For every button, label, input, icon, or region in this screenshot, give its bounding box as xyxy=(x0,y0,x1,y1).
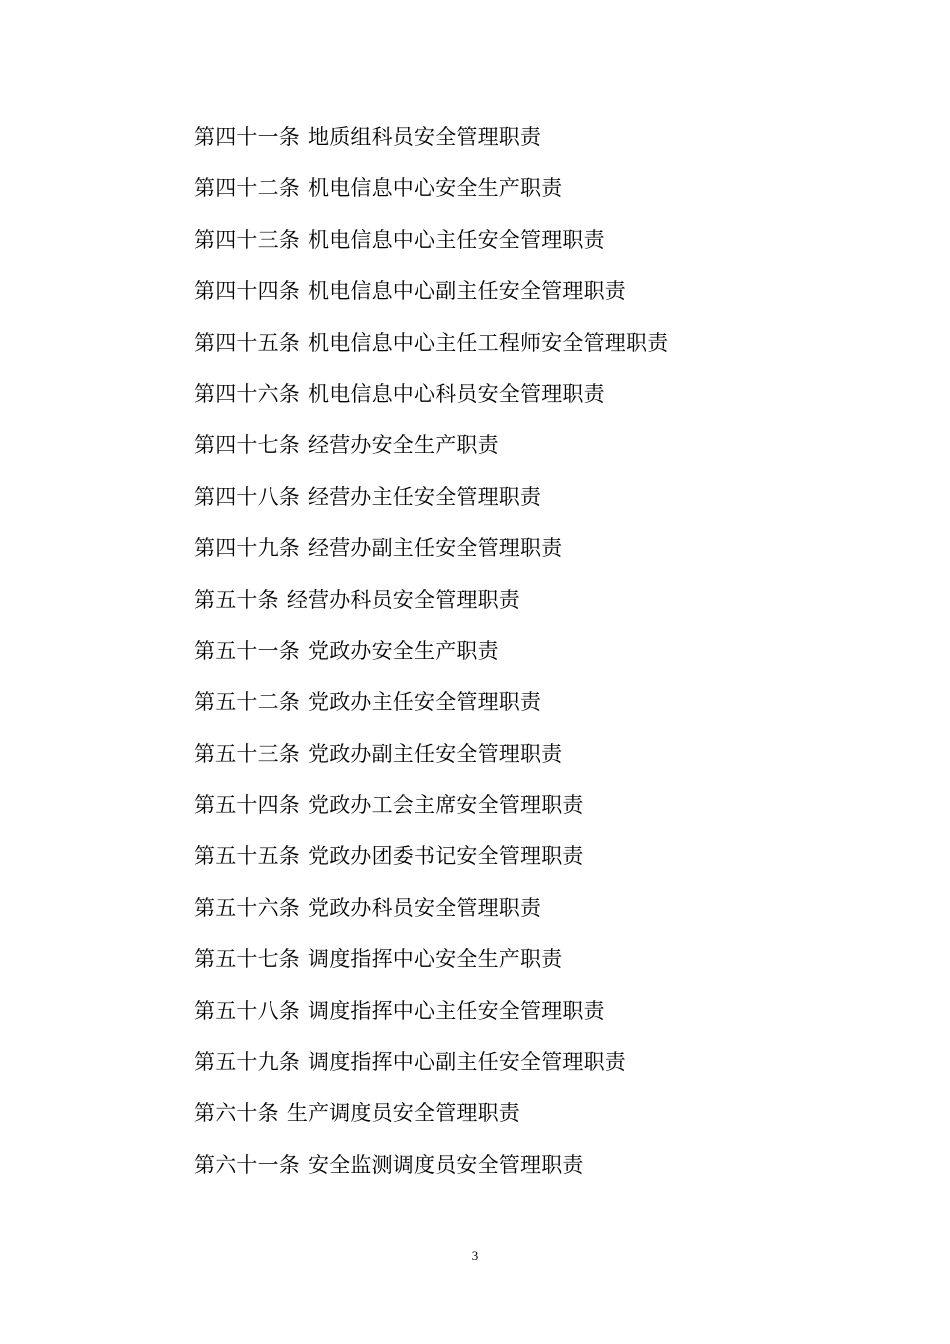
article-number: 第五十七条 xyxy=(194,947,300,972)
article-title: 调度指挥中心主任安全管理职责 xyxy=(308,998,605,1023)
article-number: 第四十二条 xyxy=(194,176,300,201)
article-number: 第五十四条 xyxy=(194,793,300,818)
article-title: 党政办安全生产职责 xyxy=(308,638,499,663)
article-entry xyxy=(194,934,668,985)
article-entry xyxy=(194,163,668,214)
article-title: 党政办工会主席安全管理职责 xyxy=(308,793,584,818)
article-title: 党政办主任安全管理职责 xyxy=(308,690,542,715)
article-title: 经营办科员安全管理职责 xyxy=(286,587,521,612)
article-entry xyxy=(194,369,668,420)
article-entry xyxy=(194,780,668,831)
article-title: 经营办副主任安全管理职责 xyxy=(308,536,563,561)
article-number: 第五十三条 xyxy=(194,741,300,766)
article-title: 机电信息中心主任安全管理职责 xyxy=(308,227,605,252)
article-list xyxy=(194,112,668,1191)
article-number: 第四十八条 xyxy=(194,484,300,509)
article-title: 党政办团委书记安全管理职责 xyxy=(308,844,584,869)
article-number: 第五十六条 xyxy=(194,895,300,920)
article-title: 经营办安全生产职责 xyxy=(308,433,499,458)
article-entry xyxy=(194,677,668,728)
article-number: 第四十三条 xyxy=(194,227,300,252)
article-number: 第四十七条 xyxy=(194,433,300,458)
article-title: 地质组科员安全管理职责 xyxy=(308,125,542,149)
article-number: 第五十一条 xyxy=(194,638,300,663)
article-number: 第四十一条 xyxy=(194,125,300,149)
article-title: 机电信息中心安全生产职责 xyxy=(308,176,563,201)
article-number: 第五十九条 xyxy=(194,1050,300,1075)
article-number: 第四十九条 xyxy=(194,536,300,561)
article-number: 第六十一条 xyxy=(194,1152,300,1177)
article-entry xyxy=(194,215,668,266)
article-number: 第四十六条 xyxy=(194,381,300,406)
article-entry xyxy=(194,831,668,882)
article-entry xyxy=(194,575,668,626)
article-title: 机电信息中心科员安全管理职责 xyxy=(308,381,605,406)
article-entry xyxy=(194,729,668,780)
article-title: 生产调度员安全管理职责 xyxy=(286,1101,521,1126)
article-title: 党政办科员安全管理职责 xyxy=(308,895,542,920)
article-number: 第四十四条 xyxy=(194,279,300,304)
article-title: 安全监测调度员安全管理职责 xyxy=(308,1152,584,1177)
article-entry xyxy=(194,523,668,574)
article-number: 第五十二条 xyxy=(194,690,300,715)
article-entry xyxy=(194,986,668,1037)
article-title: 机电信息中心主任工程师安全管理职责 xyxy=(308,330,669,355)
article-number: 第六十条 xyxy=(194,1101,279,1126)
article-title: 经营办主任安全管理职责 xyxy=(308,484,542,509)
article-entry xyxy=(194,626,668,677)
article-title: 调度指挥中心副主任安全管理职责 xyxy=(308,1050,626,1075)
article-entry xyxy=(194,1088,668,1139)
article-title: 机电信息中心副主任安全管理职责 xyxy=(308,279,626,304)
article-entry xyxy=(194,266,668,317)
article-entry xyxy=(194,318,668,369)
article-entry xyxy=(194,420,668,471)
article-title: 党政办副主任安全管理职责 xyxy=(308,741,563,766)
article-number: 第四十五条 xyxy=(194,330,300,355)
article-title: 调度指挥中心安全生产职责 xyxy=(308,947,563,972)
article-entry xyxy=(194,1140,668,1191)
page-number: 3 xyxy=(471,1248,479,1263)
article-entry xyxy=(194,472,668,523)
article-number: 第五十五条 xyxy=(194,844,300,869)
article-number: 第五十八条 xyxy=(194,998,300,1023)
article-entry xyxy=(194,883,668,934)
article-number: 第五十条 xyxy=(194,587,279,612)
article-entry xyxy=(194,1037,668,1088)
article-entry xyxy=(194,112,668,163)
